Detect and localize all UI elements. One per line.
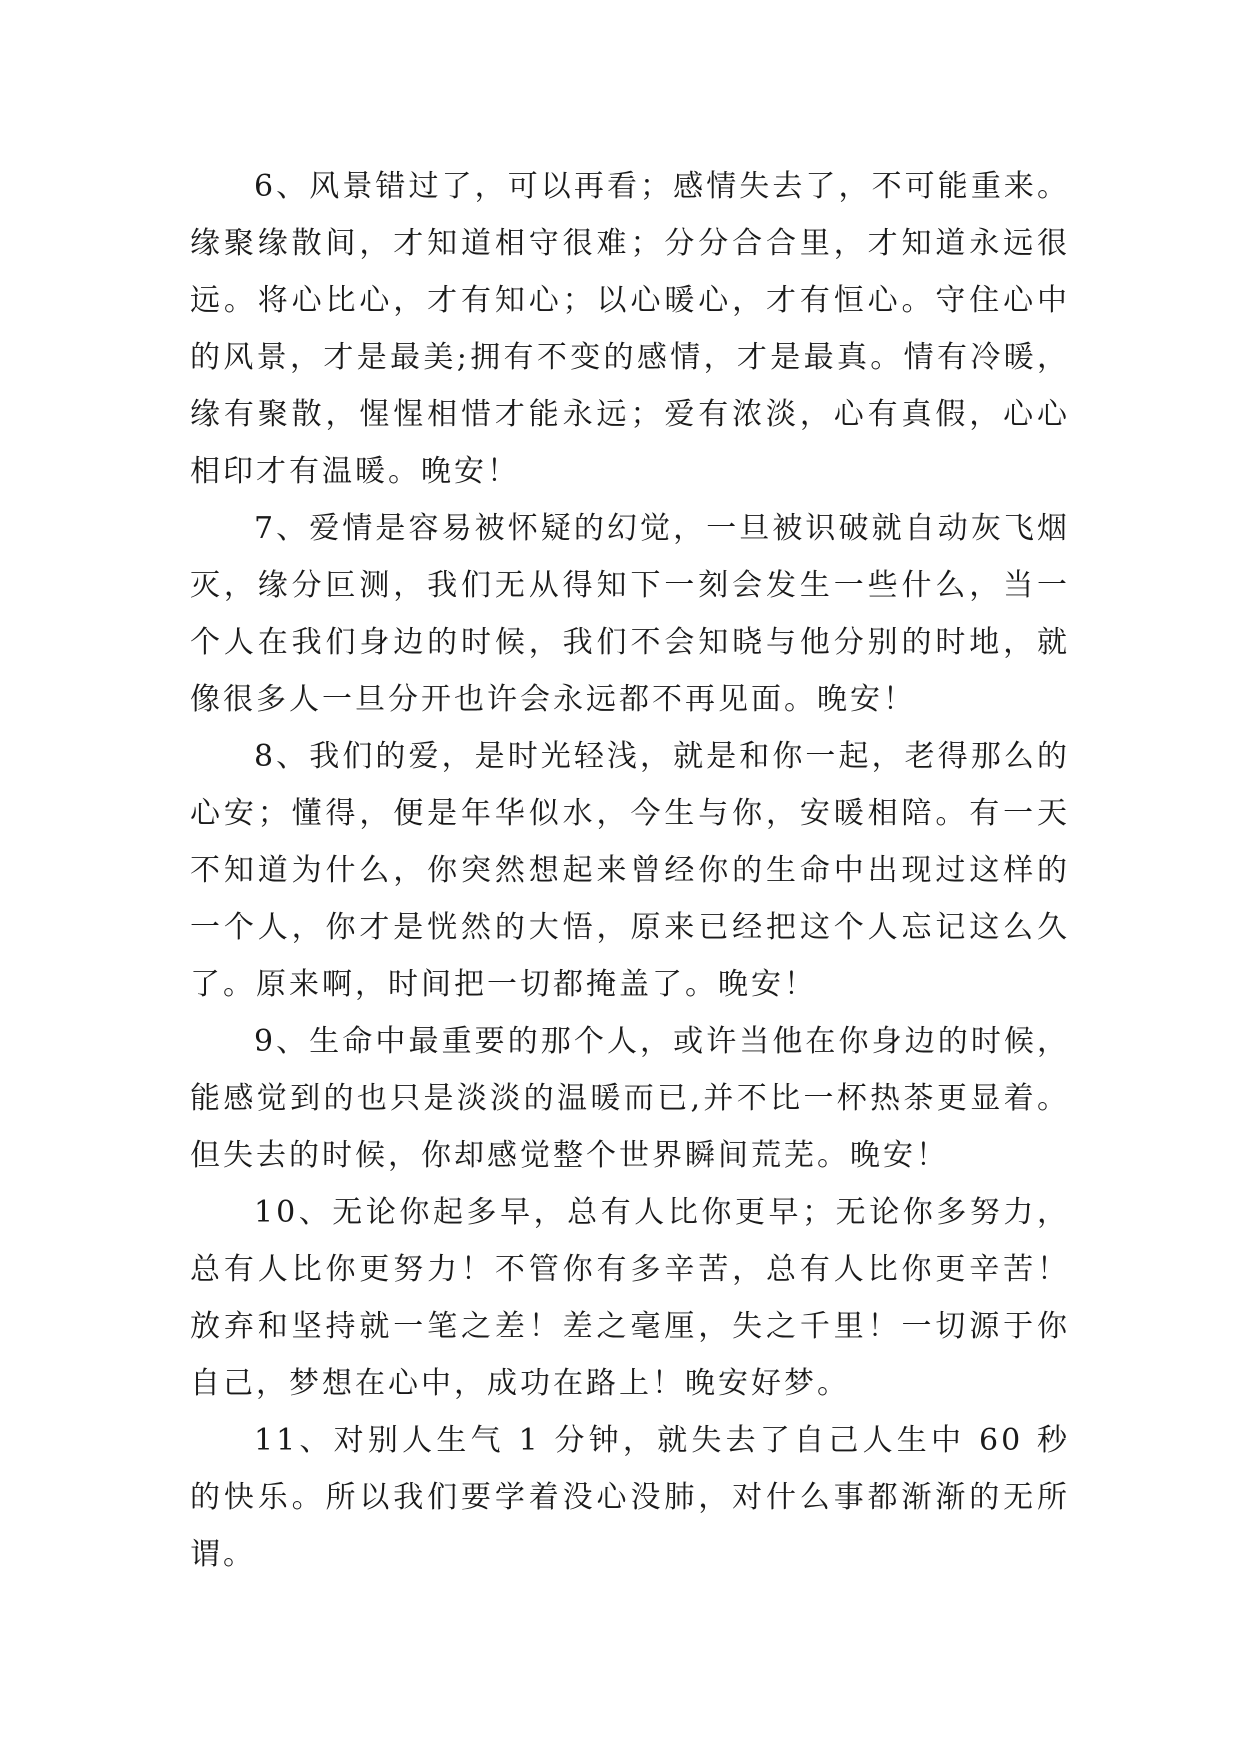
paragraph-9: 9、生命中最重要的那个人，或许当他在你身边的时候，能感觉到的也只是淡淡的温暖而已,并不比一杯热茶更显着。但失去的时候，你却感觉整个世界瞬间荒芜。晚安！ (190, 1024, 1070, 1173)
paragraph-11: 11、对别人生气 1 分钟，就失去了自己人生中 60 秒的快乐。所以我们要学着没心没肺，对什么事都渐渐的无所谓。 (190, 1423, 1070, 1572)
paragraph-10: 10、无论你起多早，总有人比你更早；无论你多努力，总有人比你更努力！不管你有多辛苦，总有人比你更辛苦！放弃和坚持就一笔之差！差之毫厘，失之千里！一切源于你自己，梦想在心中，成功在路上！晚安好梦。 (190, 1195, 1070, 1401)
document-body (190, 158, 1070, 1583)
paragraph-8: 8、我们的爱，是时光轻浅，就是和你一起，老得那么的心安；懂得，便是年华似水，今生与你，安暖相陪。有一天不知道为什么，你突然想起来曾经你的生命中出现过这样的一个人，你才是恍然的大悟，原来已经把这个人忘记这么久了。原来啊，时间把一切都掩盖了。晚安！ (190, 739, 1070, 1002)
paragraph-6: 6、风景错过了，可以再看；感情失去了，不可能重来。缘聚缘散间，才知道相守很难；分分合合里，才知道永远很远。将心比心，才有知心；以心暖心，才有恒心。守住心中的风景，才是最美;拥有不变的感情，才是最真。情有冷暖，缘有聚散，惺惺相惜才能永远；爱有浓淡，心有真假，心心相印才有温暖。晚安！ (190, 169, 1070, 489)
paragraph-7: 7、爱情是容易被怀疑的幻觉，一旦被识破就自动灰飞烟灭，缘分叵测，我们无从得知下一刻会发生一些什么，当一个人在我们身边的时候，我们不会知晓与他分别的时地，就像很多人一旦分开也许会永远都不再见面。晚安！ (190, 511, 1070, 717)
